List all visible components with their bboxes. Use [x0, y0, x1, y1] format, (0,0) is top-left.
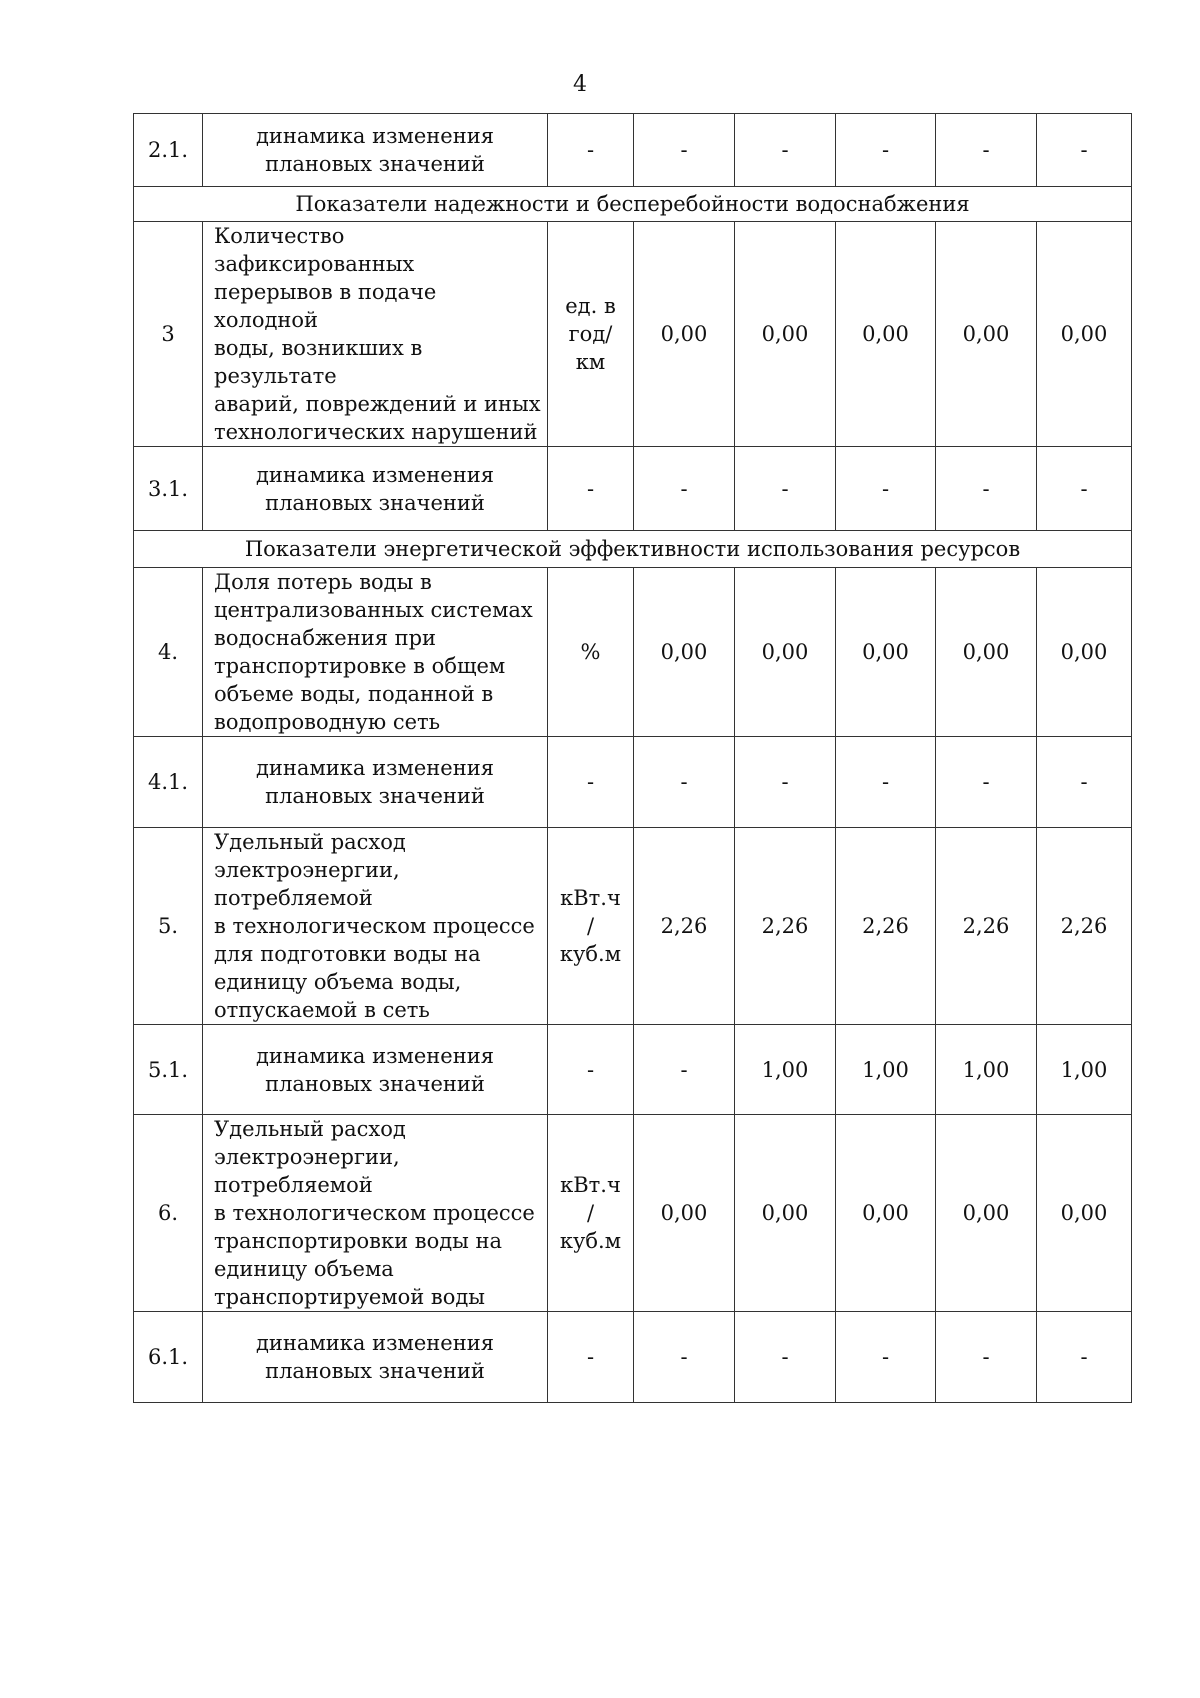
- value-cell: -: [735, 1312, 836, 1403]
- unit-cell: [548, 222, 634, 447]
- table-row: [134, 737, 1132, 828]
- unit-cell: [548, 447, 634, 531]
- value-cell: -: [936, 737, 1037, 828]
- description-line: технологических нарушений: [214, 420, 538, 444]
- section-header-row: [134, 187, 1132, 222]
- description-line: динамика изменения: [256, 1331, 494, 1355]
- value-cell: -: [1037, 1312, 1132, 1403]
- value-cell: -: [1037, 114, 1132, 187]
- unit-cell: [548, 828, 634, 1025]
- row-number: 5.1.: [134, 1025, 203, 1115]
- value-cell: 0,00: [1037, 568, 1132, 737]
- value-cell: -: [735, 737, 836, 828]
- indicator-description: [203, 828, 548, 1025]
- value-cell: -: [836, 447, 936, 531]
- value-cell: 0,00: [735, 222, 836, 447]
- value-cell: 1,00: [936, 1025, 1037, 1115]
- row-number: 6.1.: [134, 1312, 203, 1403]
- value-cell: -: [634, 1312, 735, 1403]
- row-number: 3.1.: [134, 447, 203, 531]
- description-line: водоснабжения при: [214, 626, 437, 650]
- value-cell: -: [634, 737, 735, 828]
- value-cell: 2,26: [634, 828, 735, 1025]
- indicator-description: [203, 114, 548, 187]
- description-line: Доля потерь воды в: [214, 570, 432, 594]
- value-cell: 1,00: [836, 1025, 936, 1115]
- indicator-description: [203, 1312, 548, 1403]
- indicator-description: [203, 1025, 548, 1115]
- description-line: Количество зафиксированных: [214, 224, 415, 276]
- description-line: электроэнергии, потребляемой: [214, 1145, 400, 1197]
- unit-line: кВт.ч: [560, 1173, 621, 1197]
- value-cell: 0,00: [936, 222, 1037, 447]
- description-line: Удельный расход: [214, 830, 406, 854]
- value-cell: 0,00: [735, 1115, 836, 1312]
- section-title: Показатели надежности и бесперебойности водоснабжения: [134, 187, 1132, 222]
- description-line: динамика изменения: [256, 756, 494, 780]
- indicator-description: [203, 568, 548, 737]
- value-cell: -: [836, 114, 936, 187]
- table-row: [134, 447, 1132, 531]
- value-cell: 0,00: [634, 222, 735, 447]
- section-header-row: [134, 531, 1132, 568]
- page-number: 4: [573, 72, 587, 97]
- description-line: в технологическом процессе: [214, 914, 535, 938]
- unit-line: куб.м: [559, 942, 622, 966]
- unit-cell: [548, 1115, 634, 1312]
- description-line: транспортировки воды на: [214, 1229, 503, 1253]
- description-line: плановых значений: [265, 1071, 485, 1096]
- description-line: Удельный расход: [214, 1117, 406, 1141]
- indicator-description: [203, 737, 548, 828]
- value-cell: 1,00: [735, 1025, 836, 1115]
- value-cell: 0,00: [735, 568, 836, 737]
- table-row: [134, 114, 1132, 187]
- table-row: [134, 568, 1132, 737]
- unit-cell: [548, 737, 634, 828]
- value-cell: -: [634, 1025, 735, 1115]
- value-cell: 2,26: [936, 828, 1037, 1025]
- unit-cell: [548, 1025, 634, 1115]
- description-line: централизованных системах: [214, 598, 533, 622]
- value-cell: 2,26: [735, 828, 836, 1025]
- indicator-description: [203, 222, 548, 447]
- value-cell: 0,00: [936, 568, 1037, 737]
- section-title: Показатели энергетической эффективности использования ресурсов: [134, 531, 1132, 568]
- description-line: динамика изменения: [256, 462, 494, 487]
- unit-cell: [548, 114, 634, 187]
- value-cell: -: [735, 114, 836, 187]
- unit-line: год/: [568, 322, 613, 346]
- unit-line: кВт.ч: [560, 886, 621, 910]
- table-row: [134, 828, 1132, 1025]
- unit-cell: [548, 1312, 634, 1403]
- description-line: аварий, повреждений и иных: [214, 392, 541, 416]
- value-cell: 0,00: [836, 222, 936, 447]
- row-number: 4.: [134, 568, 203, 737]
- unit-line: ед. в: [565, 294, 616, 318]
- description-line: водопроводную сеть: [214, 710, 441, 734]
- table-row: [134, 222, 1132, 447]
- unit-line: куб.м: [559, 1229, 622, 1253]
- description-line: динамика изменения: [256, 124, 494, 148]
- table-row: [134, 1025, 1132, 1115]
- value-cell: -: [936, 447, 1037, 531]
- unit-line: км: [575, 350, 606, 374]
- unit-line: %: [580, 640, 601, 664]
- description-line: объеме воды, поданной в: [214, 682, 494, 706]
- row-number: 2.1.: [134, 114, 203, 187]
- row-number: 5.: [134, 828, 203, 1025]
- description-line: транспортируемой воды: [214, 1285, 486, 1309]
- unit-line: /: [586, 914, 595, 938]
- value-cell: -: [1037, 447, 1132, 531]
- value-cell: 0,00: [1037, 222, 1132, 447]
- value-cell: -: [735, 447, 836, 531]
- description-line: плановых значений: [265, 152, 485, 176]
- value-cell: 0,00: [634, 568, 735, 737]
- description-line: транспортировке в общем: [214, 654, 506, 678]
- unit-line: -: [586, 1057, 595, 1082]
- description-line: плановых значений: [265, 490, 485, 515]
- description-line: электроэнергии, потребляемой: [214, 858, 400, 910]
- description-line: плановых значений: [265, 1359, 485, 1383]
- description-line: отпускаемой в сеть: [214, 998, 430, 1022]
- value-cell: 1,00: [1037, 1025, 1132, 1115]
- description-line: перерывов в подаче холодной: [214, 280, 437, 332]
- description-line: воды, возникших в результате: [214, 336, 423, 388]
- value-cell: -: [634, 447, 735, 531]
- table-row: [134, 1312, 1132, 1403]
- indicator-description: [203, 447, 548, 531]
- description-line: единицу объема воды,: [214, 970, 462, 994]
- value-cell: -: [936, 1312, 1037, 1403]
- unit-line: -: [586, 1345, 595, 1369]
- value-cell: 0,00: [1037, 1115, 1132, 1312]
- unit-line: -: [586, 476, 595, 501]
- value-cell: 2,26: [1037, 828, 1132, 1025]
- unit-cell: [548, 568, 634, 737]
- value-cell: 0,00: [936, 1115, 1037, 1312]
- unit-line: /: [586, 1201, 595, 1225]
- row-number: 6.: [134, 1115, 203, 1312]
- value-cell: -: [936, 114, 1037, 187]
- value-cell: -: [836, 1312, 936, 1403]
- description-line: в технологическом процессе: [214, 1201, 535, 1225]
- description-line: единицу объема: [214, 1257, 394, 1281]
- indicator-description: [203, 1115, 548, 1312]
- indicators-table: [133, 113, 1132, 1403]
- value-cell: -: [836, 737, 936, 828]
- value-cell: -: [634, 114, 735, 187]
- value-cell: 0,00: [836, 1115, 936, 1312]
- row-number: 3: [134, 222, 203, 447]
- description-line: плановых значений: [265, 784, 485, 808]
- table-row: [134, 1115, 1132, 1312]
- description-line: для подготовки воды на: [214, 942, 481, 966]
- value-cell: 2,26: [836, 828, 936, 1025]
- value-cell: 0,00: [634, 1115, 735, 1312]
- unit-line: -: [586, 138, 595, 162]
- description-line: динамика изменения: [256, 1043, 494, 1068]
- value-cell: -: [1037, 737, 1132, 828]
- value-cell: 0,00: [836, 568, 936, 737]
- unit-line: -: [586, 770, 595, 794]
- row-number: 4.1.: [134, 737, 203, 828]
